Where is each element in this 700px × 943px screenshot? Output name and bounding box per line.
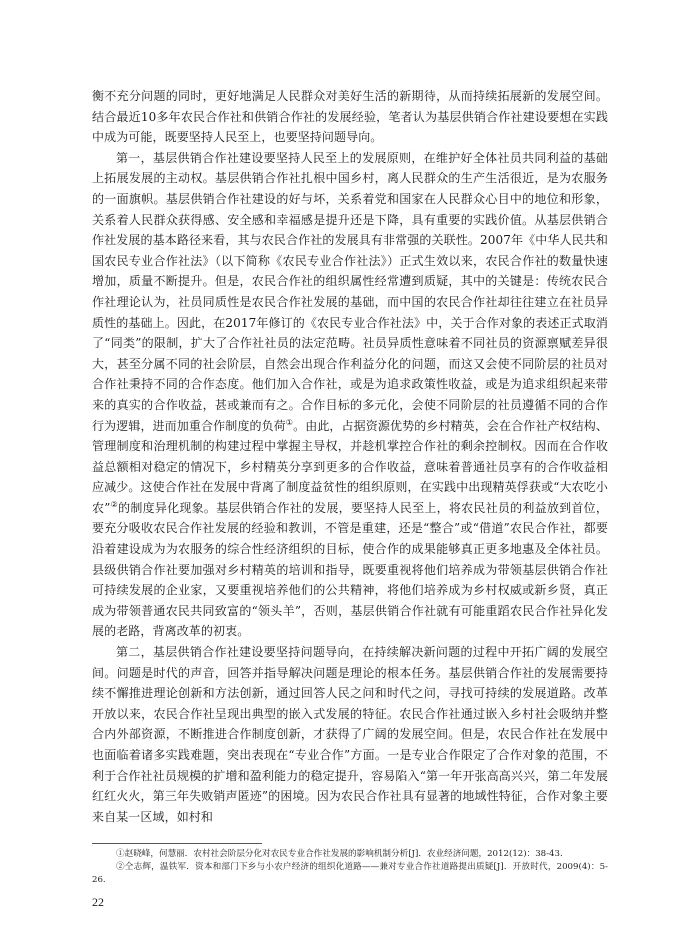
page-number: 22 xyxy=(92,895,104,909)
paragraph-continuation xyxy=(92,86,608,148)
body-text xyxy=(92,86,608,827)
paragraph-3-text: 第二，基层供销合作社建设要坚持问题导向，在持续解决新问题的过程中开拓广阔的发展空间。问题是时代的声音，回答并指导解决问题是理论的根本任务。基层供销合作社的发展需要持续不懈推进理论创新和方法创新，通过回答人民之问和时代之问，寻找可持续的发展道路。改革开放以来，农民合作社呈现出典型的嵌入式发展的特征。农民合作社通过嵌入乡村社会吸纳并整合内外部资源，不断推进合作制度创新，才获得了广阔的发展空间。但是，农民合作社在发展中也面临着诸多实践难题，突出表现在“专业合作”方面。一是专业合作限定了合作对象的范围，不利于合作社社员规模的扩增和盈利能力的稳定提升，容易陷入“第一年开张高高兴兴，第二年发展红红火火，第三年失败销声匿迹”的困境。因为农民合作社具有显著的地域性特征，合作对象主要来自某一区域，如村和 xyxy=(92,645,608,824)
footnote-1: ①赵晓峰，何慧丽．农村社会阶层分化对农民专业合作社发展的影响机制分析[J]．农业经济问题，2012(12)：38-43. xyxy=(116,849,563,859)
footnotes xyxy=(92,848,608,888)
footnote-divider xyxy=(92,843,262,844)
paragraph-2-text-end: 的制度异化现象。基层供销合作社的发展，要坚持人民至上，将农民社员的利益放到首位，要充分吸收农民合作社发展的经验和教训，不管是重建，还是“整合”或“借道”农民合作社，都要沿着建设成为为农服务的综合性经济组织的目标，使合作的成果能够真正更多地惠及全体社员。县级供销合作社要加强对乡村精英的培训和指导，既要重视将他们培养成为带领基层供销合作社可持续发展的企业家，又要重视培养他们的公共精神，将他们培养成为乡村权威或新乡贤，真正成为带领普通农民共同致富的“领头羊”，否则，基层供销合作社就有可能重蹈农民合作社异化发展的老路，背离改革的初衷。 xyxy=(92,500,608,639)
paragraph-problem-oriented xyxy=(92,642,608,827)
paragraph-2-text: 第一，基层供销合作社建设要坚持人民至上的发展原则，在维护好全体社员共同利益的基础上拓展发展的主动权。基层供销合作社扎根中国乡村，离人民群众的生产生活很近，是为农服务的一面旗帜。基层供销合作社建设的好与坏，关系着党和国家在人民群众心目中的地位和形象，关系着人民群众获得感、安全感和幸福感是提升还是下降，具有重要的实践价值。从基层供销合作社发展的基本路径来看，其与农民合作社的发展具有非常强的关联性。2007年《中华人民共和国农民专业合作社法》（以下简称《农民专业合作社法》）正式生效以来，农民合作社的数量快速增加，质量不断提升。但是，农民合作社的组织属性经常遭到质疑，其中的关键是：传统农民合作社理论认为，社员同质性是农民合作社发展的基础，而中国的农民合作社却往往建立在社员异质性的基础上。因此，在2017年修订的《农民专业合作社法》中，关于合作对象的表述正式取消了“同类”的限制，扩大了合作社社员的法定范畴。社员异质性意味着不同社员的资源禀赋差异很大，甚至分属不同的社会阶层，自然会出现合作利益分化的问题，而这又会使不同阶层的社员对合作社秉持不同的合作态度。他们加入合作社，或是为追求政策性收益，或是为追求组织起来带来的真实的合作收益，甚或兼而有之。合作目标的多元化，会使不同阶层的社员遵循不同的合作行为逻辑，进而加重合作制度的负荷 xyxy=(92,150,608,433)
paragraph-2-text-cont: 。由此，占据资源优势的乡村精英，会在合作社产权结构、管理制度和治理机制的构建过程中掌握主导权，并趁机掌控合作社的剩余控制权。因而在合作收益总额相对稳定的情况下，乡村精英分享到更多的合作收益，意味着普通社员享有的合作收益相应减少。这使合作社在发展中背离了制度益贫性的组织原则，在实践中出现精英俘获或“大农吃小农” xyxy=(92,418,608,515)
footnote-2: ②仝志辉，温铁军．资本和部门下乡与小农户经济的组织化道路——兼对专业合作社道路提出质疑[J]．开放时代，2009(4)：5-26. xyxy=(92,862,608,886)
paragraph-1-text: 衡不充分问题的同时，更好地满足人民群众对美好生活的新期待，从而持续拓展新的发展空间。结合最近10多年农民合作社和供销合作社的发展经验，笔者认为基层供销合作社建设要想在实践中成为可能，既要坚持人民至上，也要坚持问题导向。 xyxy=(92,89,608,145)
paragraph-people-first xyxy=(92,148,608,642)
footnote-ref-2[interactable]: ② xyxy=(110,499,119,509)
footnote-ref-1[interactable]: ① xyxy=(285,417,294,427)
